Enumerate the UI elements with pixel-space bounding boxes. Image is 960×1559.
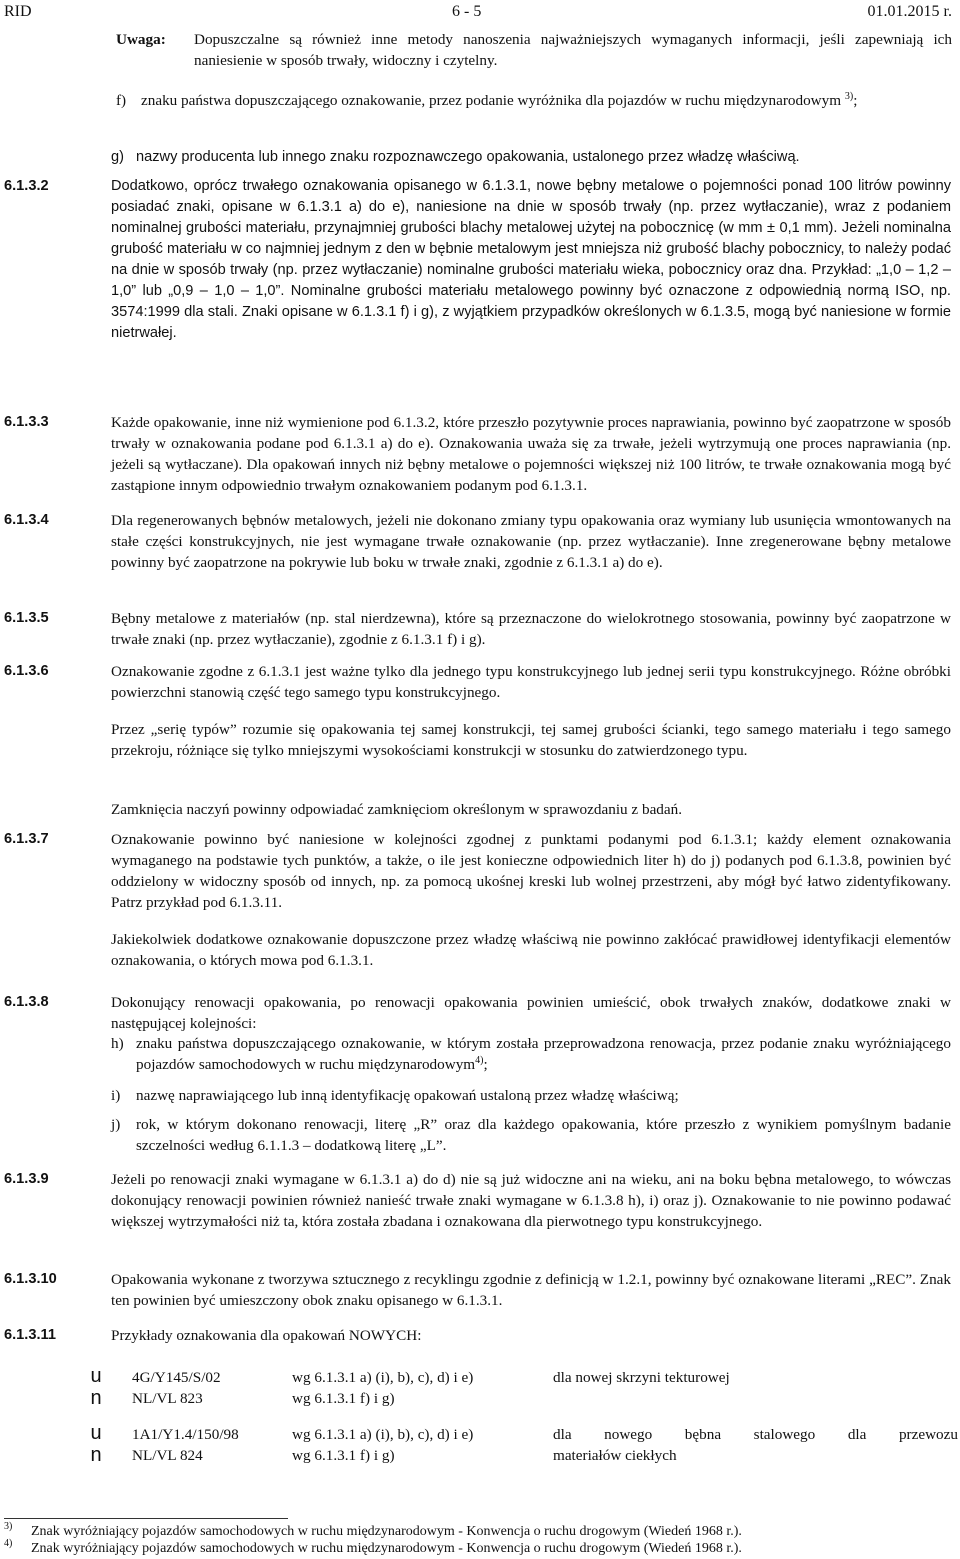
section-number: 6.1.3.3	[4, 414, 49, 430]
section-number: 6.1.3.2	[4, 178, 49, 194]
list-text: rok, w którym dokonano renowacji, literę „R” oraz dla każdego opakowania, które przeszło z wynikiem pomyślnym badanie szczelności według 6.1.1.3 – dodatkową literę „L”.	[136, 1116, 951, 1154]
list-item-g	[111, 147, 952, 168]
section-number: 6.1.3.7	[4, 831, 49, 847]
example-ref	[292, 1424, 473, 1466]
un-symbol-bottom: n	[90, 1387, 102, 1409]
note-label: Uwaga:	[116, 31, 166, 48]
note-text: Dopuszczalne są również inne metody nanoszenia najważniejszych wymaganych informacji, jeśli zapewniają ich naniesienie w sposób trwały, widoczny i czytelny.	[194, 31, 952, 69]
example-code	[132, 1424, 239, 1466]
section-number: 6.1.3.6	[4, 663, 49, 679]
section-number: 6.1.3.4	[4, 512, 49, 528]
section-6-1-3-2: Dodatkowo, oprócz trwałego oznakowania opisanego w 6.1.3.1, nowe bębny metalowe o pojemności ponad 100 litrów powinny posiadać znaki, opisane w 6.1.3.1 a) do e), naniesione na dnie w sposób trwały (np. przez wytłaczanie), wraz z podaniem nominalnej grubości materiału, przynajmniej grubości blachy metalowej użytej na pobocznicę (w mm ± 0,1 mm). Jeżeli nominalna grubość materiału w co najmniej jednym z den w bębnie metalowym jest mniejsza niż grubość blachy pobocznicy, to należy podać na dnie w sposób trwały (np. przez wytłaczanie) nominalne grubości materiału wieka, pobocznicy oraz dna. Przykład: „1,0 – 1,2 – 1,0” lub „0,9 – 1,0 – 1,0”. Nominalne grubości materiału metalowego powinny być oznaczone z odpowiednią normą ISO, np. 3574:1999 dla stali. Znaki opisane w 6.1.3.1 f) i g), z wyjątkiem przypadków określonych w 6.1.3.5, mogą być naniesione w formie nietrwałej.	[111, 178, 951, 341]
section-6-1-3-7: Oznakowanie powinno być naniesione w kolejności zgodnej z punktami podanymi pod 6.1.3.1; każdy element oznakowania wymaganego na podstawie tych punktów, a także, o ile jest konieczne odpowiednich liter h) do j) podanych pod 6.1.3.8, powinien być oddzielony w widoczny sposób od innych, np. za pomocą ukośnej kreski lub wolnej przestrzeni, aby mógł być łatwo zidentyfikowany. Patrz przykład pod 6.1.3.11.	[111, 831, 951, 911]
example-desc-line2: materiałów ciekłych	[553, 1447, 677, 1464]
header-date: 01.01.2015 r.	[867, 3, 952, 20]
header-page-number: 6 - 5	[452, 3, 482, 20]
section-number: 6.1.3.11	[4, 1327, 56, 1343]
list-tail: ;	[853, 92, 858, 109]
page-header	[0, 0, 960, 24]
section-6-1-3-5: Bębny metalowe z materiałów (np. stal nierdzewna), które są przeznaczone do wielokrotnego stosowania, powinny być zaopatrzone w trwałe znaki (np. przez wytłaczanie), zgodnie z 6.1.3.1 f) i g).	[111, 610, 951, 648]
section-6-1-3-6-para3: Zamknięcia naczyń powinny odpowiadać zamknięciom określonym w sprawozdaniu z badań.	[111, 801, 683, 818]
example-code-line1: 1A1/Y1.4/150/98	[132, 1426, 239, 1443]
section-6-1-3-3: Każde opakowanie, inne niż wymienione pod 6.1.3.2, które przeszło pozytywnie proces naprawiania, powinno być zaopatrzone w sposób trwały w oznakowania podane pod 6.1.3.1 a) do e). Oznakowania uważa się za trwałe, jeżeli wytrzymują one proces naprawiania (np. jeżeli są wytłaczane). Dla opakowań innych niż bębny metalowe o pojemności większej niż 100 litrów, te trwałe oznakowania mogą być zastąpione innym odpowiednio trwałym oznakowaniem podanym pod 6.1.3.1.	[111, 414, 951, 494]
section-number: 6.1.3.5	[4, 610, 49, 626]
example-code-line2: NL/VL 824	[132, 1447, 203, 1464]
un-symbol-top: u	[90, 1365, 102, 1387]
list-label: f)	[116, 92, 127, 109]
list-item-f	[116, 90, 952, 111]
list-item-j	[111, 1114, 951, 1156]
footnote-text: Znak wyróżniający pojazdów samochodowych w ruchu międzynarodowym - Konwencja o ruchu drogowym (Wiedeń 1968 r.).	[31, 1541, 742, 1556]
footnote-ref: 4)	[475, 1054, 484, 1066]
footnote-divider	[4, 1518, 288, 1519]
list-label: g)	[111, 149, 124, 165]
example-ref	[292, 1367, 473, 1409]
section-6-1-3-10: Opakowania wykonane z tworzywa sztucznego z recyklingu zgodnie z definicją w 1.2.1, powinny być oznakowane literami „REC”. Znak ten powinien być umieszczony obok znaku opisanego w 6.1.3.1.	[111, 1271, 951, 1309]
list-label: i)	[111, 1087, 121, 1104]
list-text: znaku państwa dopuszczającego oznakowanie, w którym została przeprowadzona renowacja, przez podanie znaku wyróżniającego pojazdów samochodowych w ruchu międzynarodowym	[136, 1035, 951, 1073]
example-desc	[553, 1424, 958, 1466]
list-tail: ;	[483, 1056, 488, 1073]
un-symbol-bottom: n	[90, 1444, 102, 1466]
section-6-1-3-9: Jeżeli po renowacji znaki wymagane w 6.1.3.1 a) do d) nie są już widoczne ani na wieku, ani na boku bębna metalowego, to wówczas dokonujący renowacji powinien również nanieść trwałe znaki wymagane w 6.1.3.8 h), i) oraz j). Oznakowanie to nie powinno podawać większej wytrzymałości niż ta, która została zbadana i oznakowana dla pierwotnego typu konstrukcyjnego.	[111, 1171, 951, 1230]
list-text: nazwę naprawiającego lub inną identyfikację opakowań ustaloną przez władzę właściwą;	[136, 1087, 679, 1104]
section-6-1-3-11: Przykłady oznakowania dla opakowań NOWYCH:	[111, 1327, 422, 1344]
footnote-text: Znak wyróżniający pojazdów samochodowych w ruchu międzynarodowym - Konwencja o ruchu drogowym (Wiedeń 1968 r.).	[31, 1524, 742, 1539]
example-ref-line2: wg 6.1.3.1 f) i g)	[292, 1390, 395, 1407]
list-item-i	[111, 1085, 951, 1106]
example-desc	[553, 1367, 730, 1388]
list-text: nazwy producenta lub innego znaku rozpoznawczego opakowania, ustalonego przez władzę właściwą.	[136, 149, 800, 165]
example-code-line1: 4G/Y145/S/02	[132, 1369, 221, 1386]
section-6-1-3-6: Oznakowanie zgodne z 6.1.3.1 jest ważne tylko dla jednego typu konstrukcyjnego lub jednej serii typu konstrukcyjnego. Różne obróbki powierzchni stanowią część tego samego typu konstrukcyjnego.	[111, 663, 951, 701]
list-label: j)	[111, 1116, 121, 1133]
footnote-mark: 4)	[4, 1538, 13, 1549]
example-desc-line1: dla nowej skrzyni tekturowej	[553, 1369, 730, 1386]
section-6-1-3-4: Dla regenerowanych bębnów metalowych, jeżeli nie dokonano zmiany typu opakowania oraz wymiany lub usunięcia wmontowanych na stałe części konstrukcyjnych, nie jest wymagane trwałe oznakowanie (np. przez wytłaczanie). Inne zregenerowane bębny metalowe powinny być zaopatrzone na pokrywie lub boku w trwałe znaki, zgodnie z 6.1.3.1 a) do e).	[111, 512, 951, 571]
section-6-1-3-7-para2: Jakiekolwiek dodatkowe oznakowanie dopuszczone przez władzę właściwą nie powinno zakłócać prawidłowej identyfikacji elementów oznakowania, o których mowa pod 6.1.3.1.	[111, 931, 951, 969]
un-symbol-top: u	[90, 1422, 102, 1444]
section-number: 6.1.3.10	[4, 1271, 57, 1287]
example-ref-line1: wg 6.1.3.1 a) (i), b), c), d) i e)	[292, 1426, 474, 1443]
list-label: h)	[111, 1035, 124, 1052]
section-number: 6.1.3.8	[4, 994, 49, 1010]
list-item-h	[111, 1033, 951, 1075]
example-code-line2: NL/VL 823	[132, 1390, 203, 1407]
example-ref-line1: wg 6.1.3.1 a) (i), b), c), d) i e)	[292, 1369, 474, 1386]
un-symbol-icon	[86, 1365, 106, 1409]
footnote-ref: 3)	[844, 90, 854, 102]
section-number: 6.1.3.9	[4, 1171, 49, 1187]
header-doc-name: RID	[4, 3, 32, 20]
example-code	[132, 1367, 221, 1409]
note-block	[116, 29, 952, 71]
example-desc-line1: dla nowego bębna stalowego dla przewozu	[553, 1426, 958, 1443]
footnote-mark: 3)	[4, 1521, 13, 1532]
section-6-1-3-6-para2: Przez „serię typów” rozumie się opakowania tej samej konstrukcji, tej samej grubości ścianki, tego samego materiału i tego samego przekroju, różniące się tylko mniejszymi wysokościami konstrukcji w stosunku do zatwierdzonego typu.	[111, 721, 951, 759]
example-ref-line2: wg 6.1.3.1 f) i g)	[292, 1447, 395, 1464]
list-text: znaku państwa dopuszczającego oznakowanie, przez podanie wyróżnika dla pojazdów w ruchu międzynarodowym	[141, 92, 842, 109]
un-symbol-icon	[86, 1422, 106, 1466]
section-6-1-3-8: Dokonujący renowacji opakowania, po renowacji opakowania powinien umieścić, obok trwałych znaków, dodatkowe znaki w następującej kolejności:	[111, 994, 951, 1032]
